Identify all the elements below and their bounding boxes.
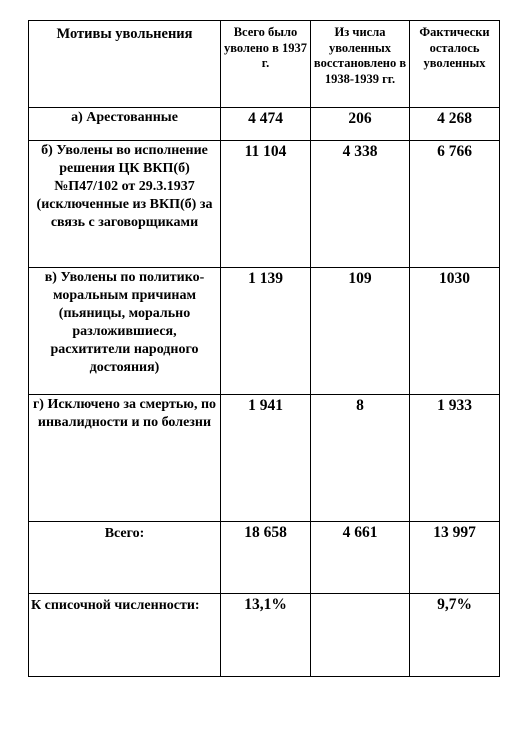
header-motive: Мотивы увольнения [29,21,221,108]
ratio-row [29,594,500,677]
row-dismissed: 1 139 [221,268,311,395]
row-restored: 8 [311,395,410,522]
ratio-remaining: 9,7% [410,594,500,677]
row-restored: 109 [311,268,410,395]
row-category: б) Уволены во исполнение решения ЦК ВКП(б) №П47/102 от 29.3.1937 (исключенные из ВКП(б) за связь с заговорщиками [29,141,221,268]
table-row [29,268,500,395]
total-label: Всего: [29,522,221,594]
row-dismissed: 4 474 [221,108,311,141]
row-dismissed: 11 104 [221,141,311,268]
table-row [29,108,500,141]
table-row [29,141,500,268]
ratio-dismissed: 13,1% [221,594,311,677]
ratio-restored [311,594,410,677]
row-restored: 4 338 [311,141,410,268]
row-dismissed: 1 941 [221,395,311,522]
header-row [29,21,500,108]
total-remaining: 13 997 [410,522,500,594]
table-row [29,395,500,522]
dismissal-motives-table [28,20,500,677]
total-restored: 4 661 [311,522,410,594]
header-remaining: Фактически осталось уволенных [410,21,500,108]
header-dismissed-1937: Всего было уволено в 1937 г. [221,21,311,108]
header-restored: Из числа уволенных восстановлено в 1938-1939 гг. [311,21,410,108]
row-remaining: 1 933 [410,395,500,522]
total-dismissed: 18 658 [221,522,311,594]
row-category: в) Уволены по политико-моральным причинам (пьяницы, морально разложившиеся, расхитители народного достояния) [29,268,221,395]
row-restored: 206 [311,108,410,141]
row-remaining: 6 766 [410,141,500,268]
total-row [29,522,500,594]
row-remaining: 4 268 [410,108,500,141]
row-remaining: 1030 [410,268,500,395]
row-category: а) Арестованные [29,108,221,141]
ratio-label: К списочной численности: [29,594,221,677]
row-category: г) Исключено за смертью, по инвалидности и по болезни [29,395,221,522]
